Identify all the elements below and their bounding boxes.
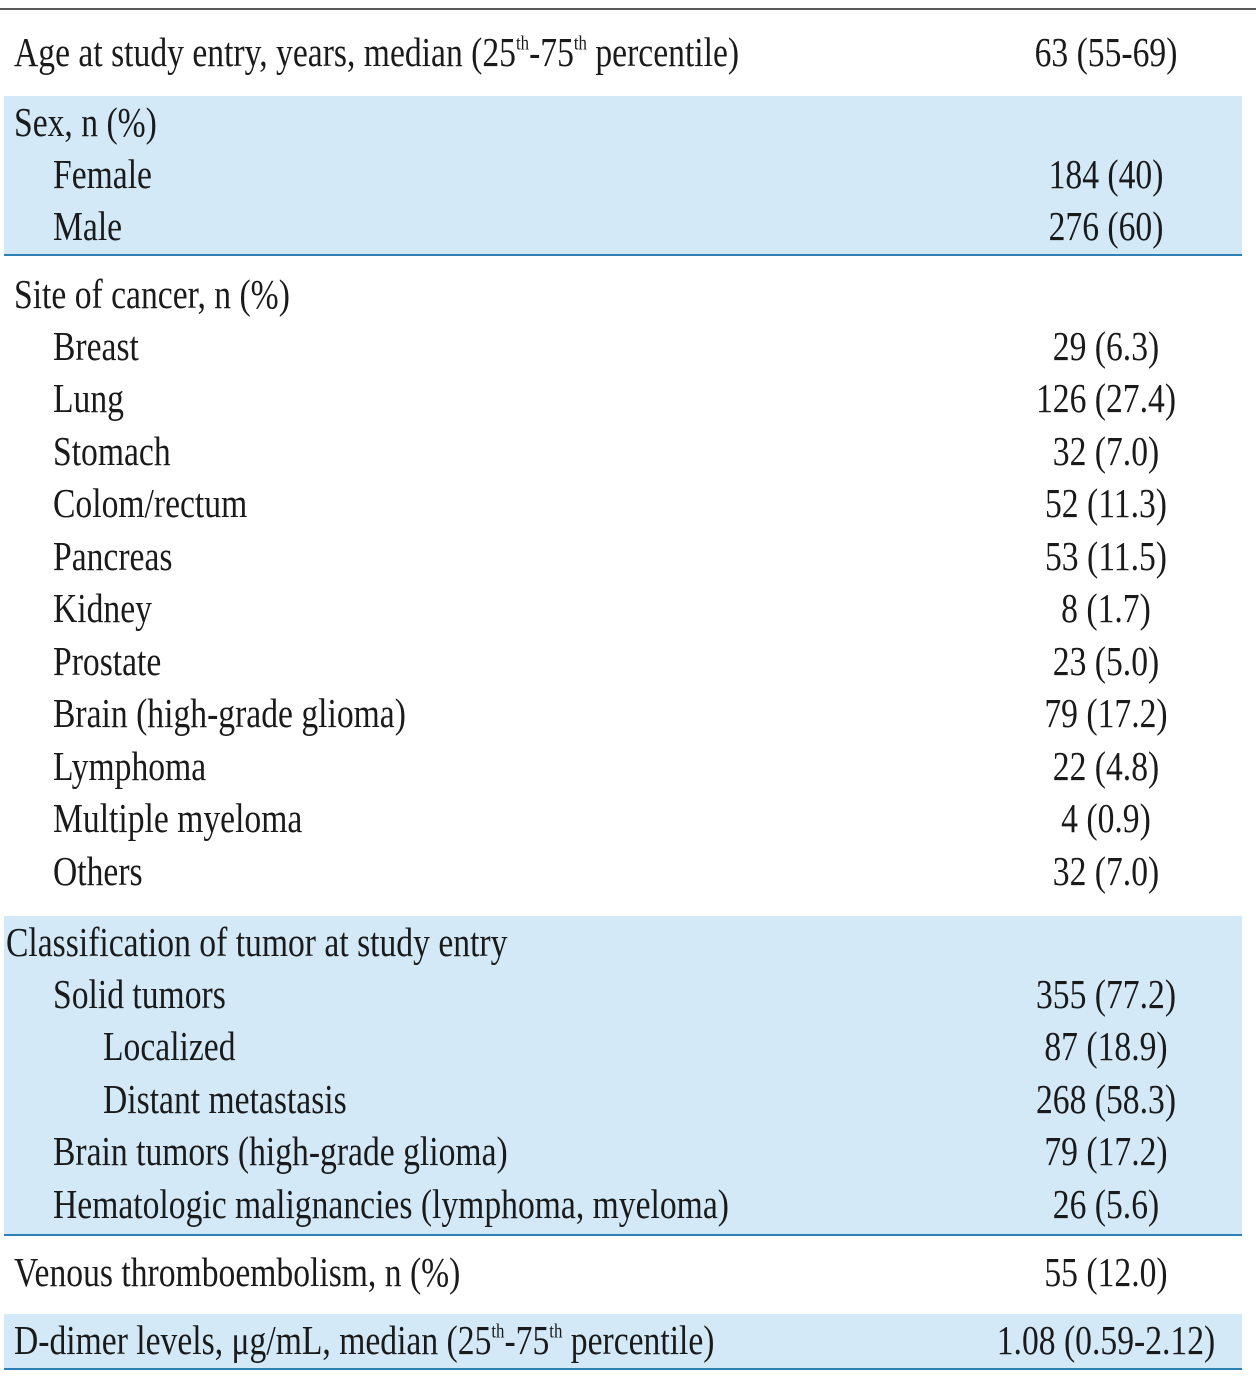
row-value-ddimer: 1.08 (0.59-2.12) [996, 1317, 1216, 1363]
table-row [4, 1020, 1242, 1072]
row-value-prostate: 23 (5.0) [1052, 638, 1160, 684]
row-label-lymphoma: Lymphoma [53, 743, 207, 789]
row-label-solid-tumors: Solid tumors [53, 971, 226, 1017]
row-label-vte: Venous thromboembolism, n (%) [14, 1249, 461, 1295]
table-row [4, 320, 1242, 372]
row-label-others: Others [53, 848, 143, 894]
table-top-rule [0, 8, 1256, 10]
row-value-others: 32 (7.0) [1052, 848, 1160, 894]
row-label-ddimer: D-dimer levels, μg/mL, median (25th-75th percentile) [14, 1317, 715, 1363]
table-row [4, 635, 1242, 687]
row-value-lymphoma: 22 (4.8) [1052, 743, 1160, 789]
row-label-female: Female [53, 151, 152, 197]
table-row [4, 968, 1242, 1020]
table-row [4, 530, 1242, 582]
table-row [4, 425, 1242, 477]
row-label-brain: Brain (high-grade glioma) [53, 690, 406, 736]
row-value-hematologic: 26 (5.6) [1052, 1181, 1160, 1227]
row-site-header [4, 268, 1242, 320]
row-label-kidney: Kidney [53, 585, 152, 631]
table-row [4, 1073, 1242, 1125]
row-classification-header [4, 916, 1242, 968]
row-value-vte: 55 (12.0) [1044, 1249, 1168, 1295]
row-label-colon-rectum: Colom/rectum [53, 480, 248, 526]
row-value-brain-tumors: 79 (17.2) [1044, 1128, 1168, 1174]
row-value-age: 63 (55-69) [1034, 29, 1178, 75]
table-row [4, 477, 1242, 529]
row-value-distant-metastasis: 268 (58.3) [1035, 1076, 1177, 1122]
table-row [4, 372, 1242, 424]
row-label-breast: Breast [53, 323, 139, 369]
table-row [4, 792, 1242, 844]
row-value-breast: 29 (6.3) [1052, 323, 1160, 369]
row-label-pancreas: Pancreas [53, 533, 173, 579]
row-value-multiple-myeloma: 4 (0.9) [1061, 795, 1151, 841]
section-header-classification: Classification of tumor at study entry [6, 919, 508, 965]
row-label-lung: Lung [53, 375, 124, 421]
row-label-hematologic: Hematologic malignancies (lymphoma, myeloma) [53, 1181, 729, 1227]
section-classification [4, 916, 1242, 1236]
table-row [4, 200, 1242, 252]
row-ddimer [4, 1314, 1242, 1366]
table-row [4, 1178, 1242, 1230]
section-sex [4, 96, 1242, 256]
row-value-solid-tumors: 355 (77.2) [1035, 971, 1177, 1017]
section-site-of-cancer [4, 268, 1242, 908]
row-value-brain: 79 (17.2) [1044, 690, 1168, 736]
section-age [4, 26, 1242, 80]
table-row [4, 148, 1242, 200]
row-label-age: Age at study entry, years, median (25th-75th percentile) [14, 29, 740, 75]
row-value-stomach: 32 (7.0) [1052, 428, 1160, 474]
row-value-pancreas: 53 (11.5) [1044, 533, 1168, 579]
row-value-male: 276 (60) [1048, 203, 1164, 249]
row-label-distant-metastasis: Distant metastasis [103, 1076, 347, 1122]
row-label-male: Male [53, 203, 123, 249]
row-age [4, 26, 1242, 78]
row-value-localized: 87 (18.9) [1044, 1023, 1168, 1069]
row-label-prostate: Prostate [53, 638, 162, 684]
section-ddimer [4, 1314, 1242, 1370]
table-row [4, 582, 1242, 634]
row-label-localized: Localized [103, 1023, 236, 1069]
table-row [4, 687, 1242, 739]
table-row [4, 740, 1242, 792]
row-value-lung: 126 (27.4) [1035, 375, 1177, 421]
section-header-sex: Sex, n (%) [14, 99, 157, 145]
row-value-colon-rectum: 52 (11.3) [1044, 480, 1168, 526]
row-label-multiple-myeloma: Multiple myeloma [53, 795, 303, 841]
row-value-kidney: 8 (1.7) [1061, 585, 1151, 631]
row-sex-header [4, 96, 1242, 148]
row-label-brain-tumors: Brain tumors (high-grade glioma) [53, 1128, 508, 1174]
table-row [4, 845, 1242, 897]
row-label-stomach: Stomach [53, 428, 171, 474]
table-row [4, 1125, 1242, 1177]
section-header-site: Site of cancer, n (%) [14, 271, 290, 317]
row-vte [4, 1246, 1242, 1298]
section-vte [4, 1246, 1242, 1300]
row-value-female: 184 (40) [1048, 151, 1164, 197]
